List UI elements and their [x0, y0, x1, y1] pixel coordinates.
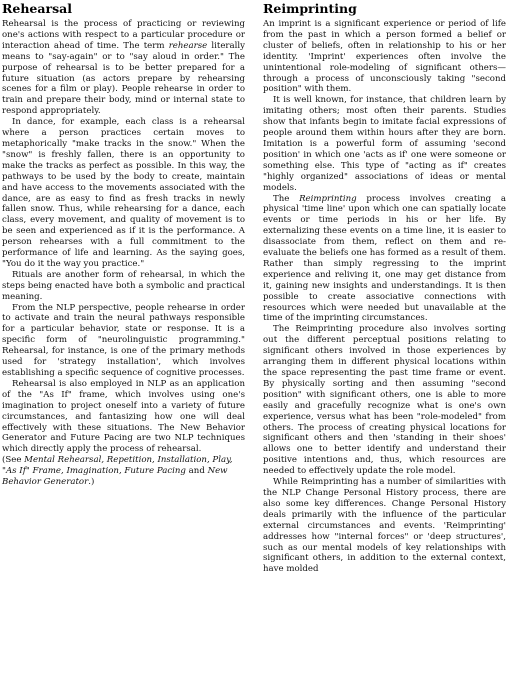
see-also-refs: Mental Rehearsal, Repetition, Installation, Play, "As If" Frame, Imagination, Future Pacing — [2, 455, 233, 477]
see-prefix: (See — [2, 455, 25, 466]
rehearsal-paragraph-2: In dance, for example, each class is a rehearsal where a person practices certain moves to metaphorically "make tracks in the snow." When the "snow" is freshly fallen, there is an opportunity to make the tracks as perfect as possible. In this way, the pathways to be used by the body to create, maintain and have access to the movements associated with the dance, are as easy to find as fresh tracks in newly fallen snow. Thus, while rehearsing for a dance, each class, every movement, and quality of movement is to be seen and experienced as if it is the performance. A person rehearses with a full commitment to the performance of life and learning. As the saying goes, "You do it the way you practice." — [2, 117, 245, 269]
text-run: literally means to "say-again" or to "say aloud in order." The purpose of rehearsal is to be better prepared for a future situation (as actors prepare by rehearsing scenes for a film or play). People rehearse in order to train and prepare their body, mind or internal state to respond appropriately. — [2, 40, 245, 117]
reimprinting-heading: Reimprinting — [263, 1, 357, 16]
see-also-note — [2, 455, 245, 488]
reimprinting-paragraph-1: An imprint is a significant experience or period of life from the past in which a person formed a belief or cluster of beliefs, often in relationship to his or her identity. 'Imprint' experiences often involve the unintentional role-modeling of significant others—through a process of unconsciously taking "second position" with them. — [263, 19, 506, 95]
see-also-last-ref: New Behavior Generator — [2, 466, 228, 488]
text-run: The — [273, 193, 300, 204]
see-suffix: .) — [88, 477, 95, 488]
rehearsal-heading: Rehearsal — [2, 1, 72, 16]
text-run: process involves creating a physical 'time line' upon which one can spatially locate events or time periods in his or her life. By externalizing these events on a time line, it is easier to disassociate from them, reflect on them and re-evaluate the beliefs one has formed as a result of them. Rather than simply regressing to the imprint experience and reliving it, one may get distance from it, gaining new insights and understandings. It is then possible to create associative connections with resources which were needed but unavailable at the time of the imprinting circumstances. — [263, 193, 506, 324]
reimprinting-paragraph-5: While Reimprinting has a number of similarities with the NLP Change Personal History process, there are also some key differences. Change Personal History deals primarily with the influence of the particular external circumstances and events. 'Reimprinting' addresses how "internal forces" or 'deep structures', such as our mental models of key relationships with significant others, in addition to the external context, have molded — [263, 477, 506, 575]
text-run: Rehearsal is the process of practicing or reviewing one's actions with respect to a particular procedure or interaction ahead of time. The term — [2, 19, 245, 51]
reimprinting-paragraph-2: It is well known, for instance, that children learn by imitating others; most often their parents. Studies show that infants begin to imitate facial expressions of people around them within hours after they are born. Imitation is a powerful form of assuming 'second position' in which one 'acts as if' one were someone or something else. This type of "acting as if" creates "highly organized" associations of ideas or mental models. — [263, 95, 506, 193]
rehearsal-paragraph-1 — [2, 19, 245, 117]
italic-term: rehearse — [168, 40, 208, 51]
italic-term: Reimprinting — [299, 193, 357, 204]
reimprinting-paragraph-4: The Reimprinting procedure also involves sorting out the different perceptual positions relating to significant others involved in those experiences by arranging them in different physical locations within the space representing the past time frame or event. By physically sorting and then assuming "second position" with significant others, one is able to more easily and gracefully recognize what is one's own experience, versus what has been "role-modeled" from others. The process of creating physical locations for significant others and then 'standing in their shoes' allows one to better identify and understand their positive intentions and, thus, which resources are needed to effectively update the role model. — [263, 324, 506, 477]
rehearsal-paragraph-3: Rituals are another form of rehearsal, in which the steps being enacted have both a symbolic and practical meaning. — [2, 269, 245, 302]
see-and: and — [185, 466, 208, 477]
rehearsal-column — [2, 0, 245, 488]
rehearsal-paragraph-5: Rehearsal is also employed in NLP as an application of the "As If" frame, which involves using one's imagination to project oneself into a variety of future circumstances, and fantasizing how one will deal effectively with these situations. The New Behavior Generator and Future Pacing are two NLP techniques which directly apply the process of rehearsal. — [2, 378, 245, 455]
reimprinting-column — [263, 0, 506, 575]
rehearsal-paragraph-4: From the NLP perspective, people rehearse in order to activate and train the neural pathways responsible for a particular behavior, state or response. It is a specific form of "neurolinguistic programming." Rehearsal, for instance, is one of the primary methods used for 'strategy installation', which involves establishing a specific sequence of cognitive processes. — [2, 302, 245, 378]
reimprinting-paragraph-3 — [263, 194, 506, 325]
